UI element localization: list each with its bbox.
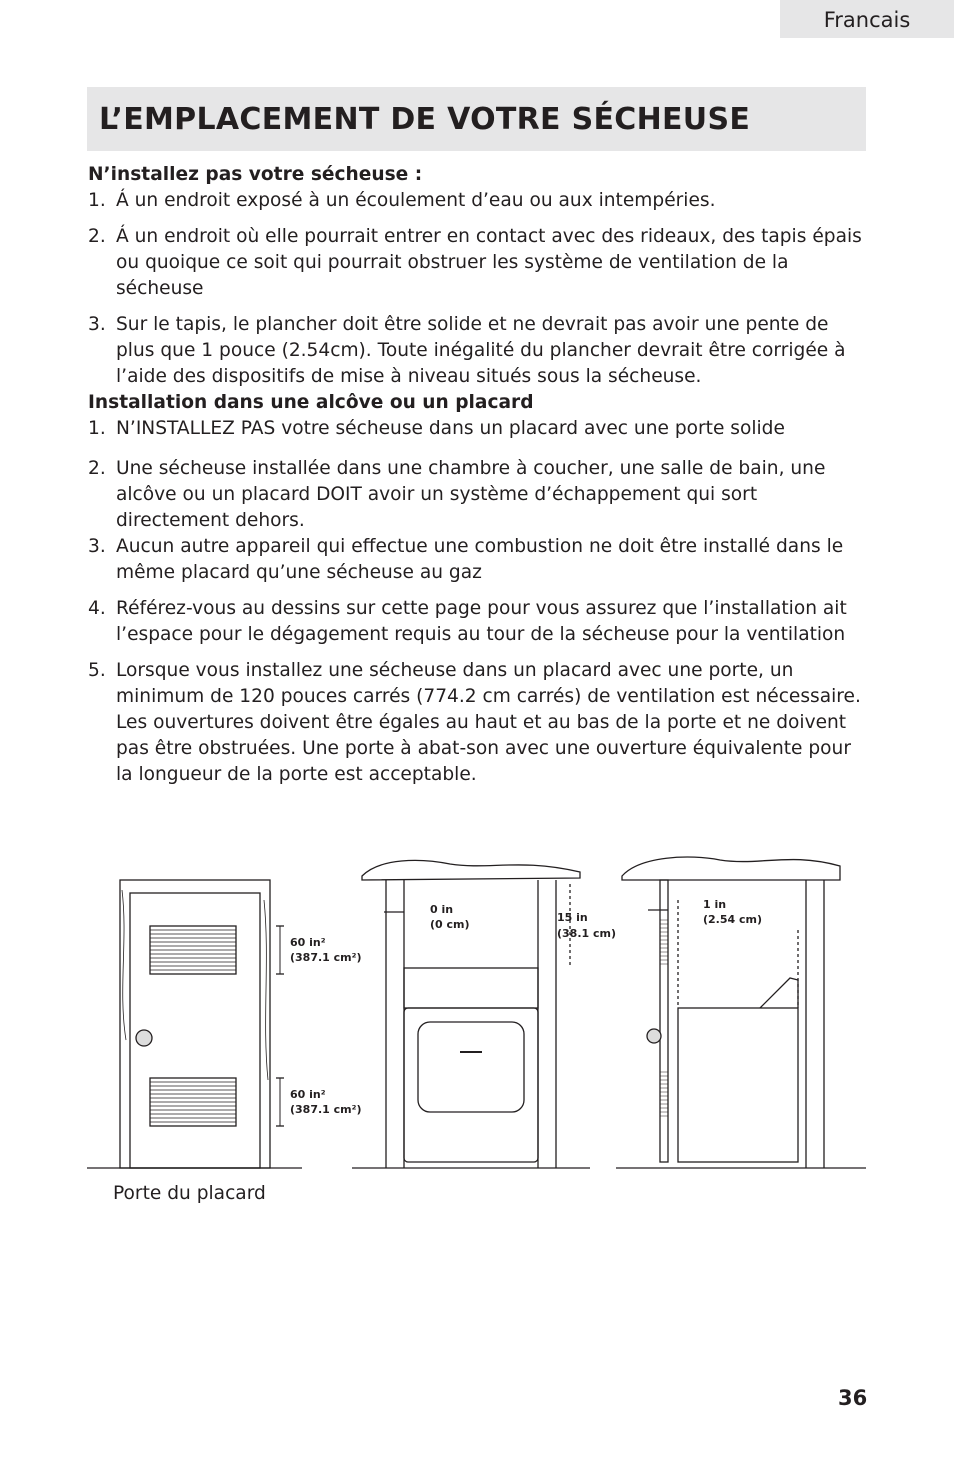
list-item xyxy=(88,188,868,214)
list-number: 2. xyxy=(88,226,106,247)
vent-bottom-metric: (387.1 cm²) xyxy=(290,1103,362,1116)
front-side-value: 0 in xyxy=(430,903,454,916)
list-item xyxy=(88,658,868,788)
dryer-side-view xyxy=(616,857,866,1168)
dryer-front-view xyxy=(352,860,590,1168)
closet-door xyxy=(87,880,302,1168)
installation-diagram xyxy=(0,840,954,1180)
list-number: 1. xyxy=(88,418,106,439)
list-item xyxy=(88,456,868,534)
page-number: 36 xyxy=(838,1386,868,1410)
list-item xyxy=(88,596,868,648)
list-number: 5. xyxy=(88,660,106,681)
page-title: L’EMPLACEMENT DE VOTRE SÉCHEUSE xyxy=(99,102,751,137)
side-rear-value: 1 in xyxy=(703,898,727,911)
door-knob-icon xyxy=(136,1030,152,1046)
title-bar xyxy=(87,87,866,151)
section2-list xyxy=(88,416,868,788)
content xyxy=(88,162,868,788)
list-text: N’INSTALLEZ PAS votre sécheuse dans un placard avec une porte solide xyxy=(116,418,785,439)
list-item xyxy=(88,416,868,442)
list-number: 2. xyxy=(88,458,106,479)
front-top-value: 15 in xyxy=(557,911,588,924)
list-number: 3. xyxy=(88,314,106,335)
section1-heading: N’installez pas votre sécheuse : xyxy=(88,164,423,185)
vent-top-metric: (387.1 cm²) xyxy=(290,951,362,964)
list-number: 3. xyxy=(88,536,106,557)
side-rear-metric: (2.54 cm) xyxy=(703,913,763,926)
section1-list xyxy=(88,188,868,390)
list-text: Lorsque vous installez une sécheuse dans un placard avec une porte, un minimum de 120 pouces carrés (774.2 cm carrés) de ventilation est nécessaire. Les ouvertures doivent être égales au haut et au bas de la porte et ne doivent pas être obstruées. Une porte à abat-son avec une ouverture équivalente pour la longueur de la porte est acceptable. xyxy=(116,660,861,785)
list-item xyxy=(88,534,868,586)
list-item xyxy=(88,224,868,302)
list-text: Sur le tapis, le plancher doit être solide et ne devrait pas avoir une pente de plus que 1 pouce (2.54cm). Toute inégalité du plancher devrait être corrigée à l’aide des dispositifs de mise à niveau situés sous la sécheuse. xyxy=(116,314,846,387)
list-item xyxy=(88,312,868,390)
section2-heading: Installation dans une alcôve ou un placard xyxy=(88,392,534,413)
door-caption: Porte du placard xyxy=(113,1183,266,1204)
list-number: 4. xyxy=(88,598,106,619)
list-text: Á un endroit où elle pourrait entrer en contact avec des rideaux, des tapis épais ou quoique ce soit qui pourrait obstruer les système de ventilation de la sécheuse xyxy=(116,226,862,299)
list-text: Une sécheuse installée dans une chambre à coucher, une salle de bain, une alcôve ou un placard DOIT avoir un système d’échappement qui sort directement dehors. xyxy=(116,458,826,531)
list-number: 1. xyxy=(88,190,106,211)
front-top-metric: (38.1 cm) xyxy=(557,927,617,940)
language-tab: Francais xyxy=(780,0,954,38)
door-knob-icon xyxy=(647,1029,661,1043)
list-text: Référez-vous au dessins sur cette page pour vous assurez que l’installation ait l’espace pour le dégagement requis au tour de la sécheuse pour la ventilation xyxy=(116,598,847,645)
vent-bottom-value: 60 in² xyxy=(290,1088,326,1101)
vent-top-value: 60 in² xyxy=(290,936,326,949)
list-text: Á un endroit exposé à un écoulement d’eau ou aux intempéries. xyxy=(116,190,716,211)
front-side-metric: (0 cm) xyxy=(430,918,470,931)
list-text: Aucun autre appareil qui effectue une combustion ne doit être installé dans le même placard qu’une sécheuse au gaz xyxy=(116,536,844,583)
